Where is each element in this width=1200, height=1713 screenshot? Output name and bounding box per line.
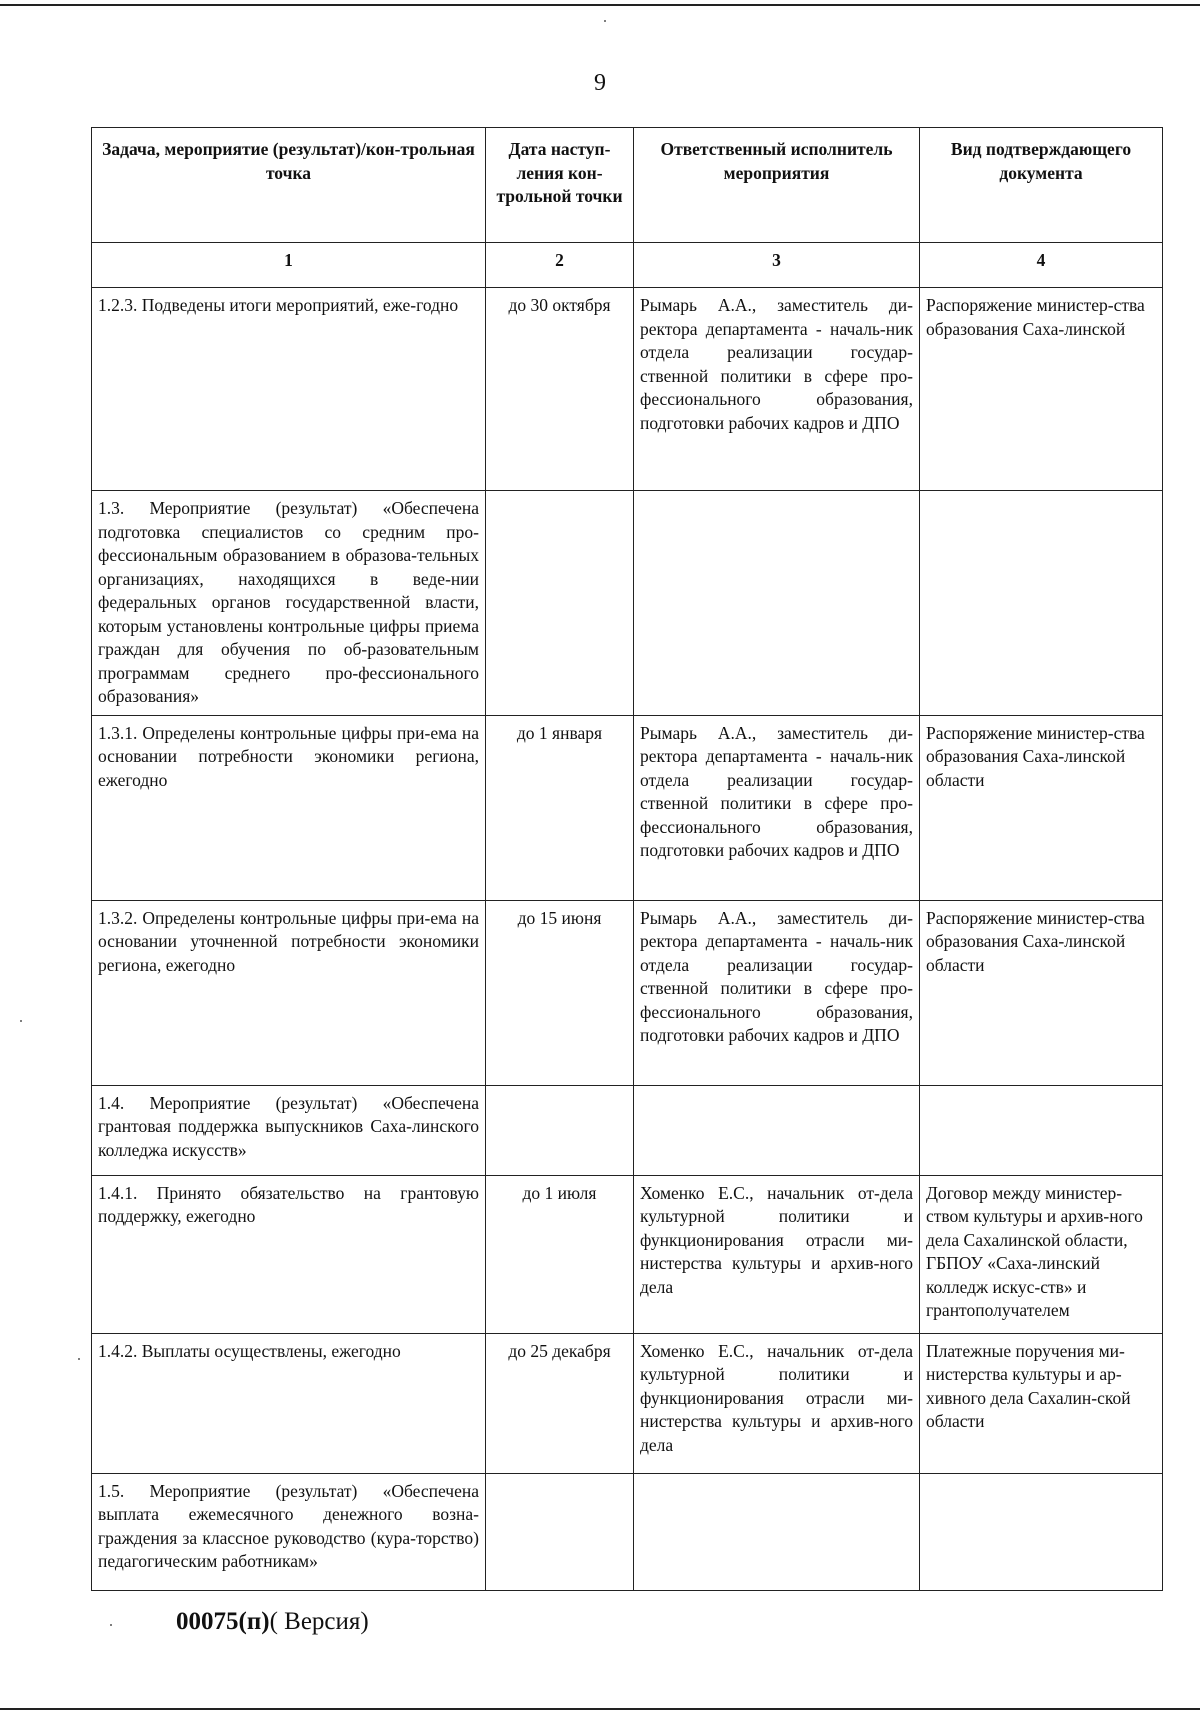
document-version: ( Версия) xyxy=(269,1608,369,1635)
scan-border-top xyxy=(0,4,1200,6)
responsible-cell xyxy=(634,491,920,716)
table-row xyxy=(92,491,1163,716)
date-cell: до 1 июля xyxy=(486,1175,634,1333)
document-cell: Платежные поручения ми-нистерства культуры и ар-хивного дела Сахалин-ской области xyxy=(920,1333,1163,1473)
document-cell: Распоряжение министер-ства образования Саха-линской xyxy=(920,288,1163,491)
task-cell: 1.3. Мероприятие (результат) «Обеспечена подготовка специалистов со средним про-фессиональным образованием в образова-тельных организациях, находящихся в веде-нии федеральных органов государственной власти, которым установлены контрольные цифры приема граждан для обучения по об-разовательным программам среднего про-фессионального образования» xyxy=(92,491,486,716)
column-number: 3 xyxy=(634,243,920,288)
table-row xyxy=(92,288,1163,491)
table-row xyxy=(92,1333,1163,1473)
header-row xyxy=(92,128,1163,243)
table-row xyxy=(92,715,1163,900)
header-task: Задача, мероприятие (результат)/кон-трольная точка xyxy=(92,128,486,243)
responsible-cell: Хоменко Е.С., начальник от-дела культурной политики и функционирования отрасли ми-нистерства культуры и архив-ного дела xyxy=(634,1175,920,1333)
column-number: 4 xyxy=(920,243,1163,288)
table-row xyxy=(92,1473,1163,1590)
scan-speck xyxy=(78,1358,80,1360)
date-cell: до 30 октября xyxy=(486,288,634,491)
date-cell: до 15 июня xyxy=(486,900,634,1085)
control-points-table xyxy=(91,127,1163,1591)
document-version-code xyxy=(176,1608,369,1636)
document-cell xyxy=(920,1473,1163,1590)
responsible-cell: Рымарь А.А., заместитель ди-ректора департамента - началь-ник отдела реализации государ-ственной политики в сфере про-фессионального образования, подготовки рабочих кадров и ДПО xyxy=(634,900,920,1085)
responsible-cell xyxy=(634,1473,920,1590)
task-cell: 1.2.3. Подведены итоги мероприятий, еже-годно xyxy=(92,288,486,491)
scan-speck xyxy=(604,20,606,22)
date-cell xyxy=(486,1473,634,1590)
header-document: Вид подтверждающего документа xyxy=(920,128,1163,243)
document-cell: Договор между министер-ством культуры и архив-ного дела Сахалинской области, ГБПОУ «Саха-линский колледж искус-ств» и грантополучателем xyxy=(920,1175,1163,1333)
page-number: 9 xyxy=(594,70,606,96)
header-responsible: Ответственный исполнитель мероприятия xyxy=(634,128,920,243)
table-row xyxy=(92,1175,1163,1333)
column-number: 2 xyxy=(486,243,634,288)
date-cell xyxy=(486,1085,634,1175)
date-cell xyxy=(486,491,634,716)
column-number-row xyxy=(92,243,1163,288)
responsible-cell: Хоменко Е.С., начальник от-дела культурной политики и функционирования отрасли ми-нистерства культуры и архив-ного дела xyxy=(634,1333,920,1473)
column-number: 1 xyxy=(92,243,486,288)
task-cell: 1.4.1. Принято обязательство на грантовую поддержку, ежегодно xyxy=(92,1175,486,1333)
scan-speck xyxy=(110,1624,112,1626)
table-row xyxy=(92,900,1163,1085)
document-cell xyxy=(920,491,1163,716)
responsible-cell: Рымарь А.А., заместитель ди-ректора департамента - началь-ник отдела реализации государ-ственной политики в сфере про-фессионального образования, подготовки рабочих кадров и ДПО xyxy=(634,715,920,900)
header-date: Дата наступ-ления кон-трольной точки xyxy=(486,128,634,243)
date-cell: до 25 декабря xyxy=(486,1333,634,1473)
task-cell: 1.4.2. Выплаты осуществлены, ежегодно xyxy=(92,1333,486,1473)
table-row xyxy=(92,1085,1163,1175)
task-cell: 1.4. Мероприятие (результат) «Обеспечена грантовая поддержка выпускников Саха-линского колледжа искусств» xyxy=(92,1085,486,1175)
scan-speck xyxy=(20,1020,22,1022)
responsible-cell: Рымарь А.А., заместитель ди-ректора департамента - началь-ник отдела реализации государ-ственной политики в сфере про-фессионального образования, подготовки рабочих кадров и ДПО xyxy=(634,288,920,491)
document-cell xyxy=(920,1085,1163,1175)
document-code: 00075(п) xyxy=(176,1608,270,1635)
task-cell: 1.5. Мероприятие (результат) «Обеспечена выплата ежемесячного денежного возна-граждения за классное руководство (кура-торство) педагогическим работникам» xyxy=(92,1473,486,1590)
date-cell: до 1 января xyxy=(486,715,634,900)
document-cell: Распоряжение министер-ства образования Саха-линской области xyxy=(920,715,1163,900)
responsible-cell xyxy=(634,1085,920,1175)
task-cell: 1.3.2. Определены контрольные цифры при-ема на основании уточненной потребности экономики региона, ежегодно xyxy=(92,900,486,1085)
scan-border-bottom xyxy=(0,1708,1200,1710)
task-cell: 1.3.1. Определены контрольные цифры при-ема на основании потребности экономики региона, ежегодно xyxy=(92,715,486,900)
document-cell: Распоряжение министер-ства образования Саха-линской области xyxy=(920,900,1163,1085)
